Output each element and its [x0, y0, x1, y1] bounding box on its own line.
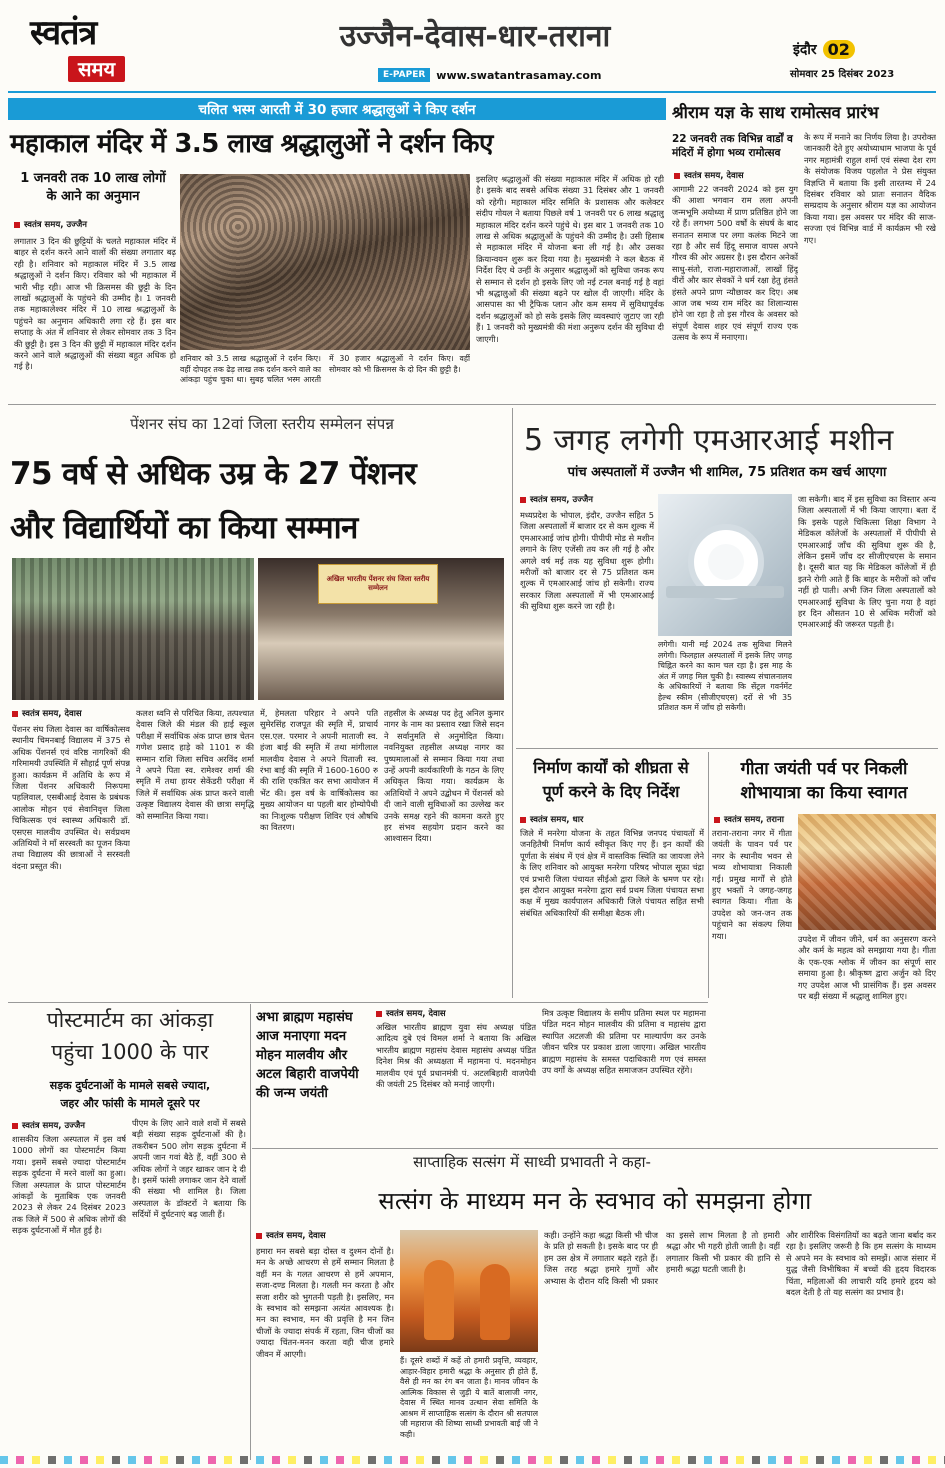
story-ramotsav-col2: के रूप में मनाने का निर्णय लिया है। उपरोक्त जानकारी देते हुए अयोध्याधाम भाजपा के पूर्व नगर महामंत्री राहुल शर्मा एवं संस्था देश राग के संयोजक विजय पहलोत ने प्रेस संयुक्त विज्ञप्ति में बताया कि इसी तारतम्य में 24 दिसंबर रविवार को प्रातः सनातन वैदिक सम्प्रदाय के अनुसार श्रीराम यज्ञ का आयोजन किया गया। इस अवसर पर मंदिर की साज-सज्जा एवं विभिन्न वार्ड में कार्यक्रम भी रखे गए।: [804, 132, 936, 245]
divider-nirman-gita: [708, 752, 709, 998]
logo-bottom-badge: [68, 56, 125, 82]
story-brahman-headline-1: अभा ब्राह्मण महासंघ: [256, 1010, 353, 1025]
story-nirman-headline-1: निर्माण कार्यों को शीघ्रता से: [533, 758, 689, 777]
story-postmortem-col2: पीएम के लिए आने वाले शवों में सबसे बड़ी संख्या सड़क दुर्घटनाओं की है। तकरीबन 500 लोग सड़क दुर्घटना में अपनी जान गवां बैठे हैं, वहीं 300 से अधिक लोगों ने जहर खाकर जान दे दी है। इसमें फांसी लगाकर जान देने वालों की संख्या भी शामिल है। जिला अस्पताल के डॉक्टरों ने बताया कि सर्दियों में दुर्घटनाएं बढ़ जाती हैं।: [132, 1118, 246, 1220]
story-pensioner-col1: पेंशनर संघ जिला देवास का वार्षिकोत्सव स्थानीय चिमनबाई विद्यालय में 375 से अधिक पेंशनर्स एवं वरिष्ठ नागरिकों की गरिमामयी उपस्थिति में सौहार्द्र पूर्ण संपन्न हुआ। कार्यक्रम में अतिथि के रूप में जिला पेंशनर अधिकारी निरूपमा पहलिवाल, एसबीआई देवास के प्रबंधक आलोक मोहन एवं सेवानिवृत्त जिला चिकित्सक एवं स्वास्थ्य अधिकारी डॉ. एसएस मालवीय उपस्थित थे। सर्वप्रथम अतिथियों ने माँ सरस्वती का पूजन किया तथा विद्यालय की छात्राओं ने सरस्वती वंदना प्रस्तुत की।: [12, 724, 130, 871]
story-gita-byline: स्वतंत्र समय, तराना: [714, 814, 824, 825]
issue-date: सोमवार 25 दिसंबर 2023: [790, 69, 895, 80]
story-mri: [516, 406, 938, 746]
story-brahman-headline-5: की जन्म जयंती: [256, 1086, 328, 1101]
story-ramotsav-byline: स्वतंत्र समय, देवास: [674, 170, 798, 181]
story-satsang-col3: कही। उन्होंने कहा श्रद्धा किसी भी चीज के प्रति हो सकती है। इसके बाद पर ही हम उस क्षेत्र में लगातार बढ़ते रहते हैं। जिस तरह श्रद्धा हमारे गुणों और अभ्यास के दौरान यदि किसी भी प्रकार का इससे लाभ मिलता है तो हमारी श्रद्धा और भी गहरी होती जाती है। वहीं लगातार किसी भी प्रकार की हानि से हमारी श्रद्धा घटती जाती है।: [544, 1230, 780, 1286]
story-mri-byline: स्वतंत्र समय, उज्जैन: [520, 494, 680, 505]
city-badge: [793, 38, 883, 60]
story-mahakal-col1: लगातार 3 दिन की छुट्टियों के चलते महाकाल मंदिर में बाहर से दर्शन करने आने वालों की संख्या लगातार बढ़ रही है। शनिवार को महाकाल मंदिर में 3.5 लाख श्रद्धालुओं ने दर्शन किए। रविवार को भी महाकाल में भारी भीड़ रही। आज भी क्रिसमस की छुट्टी के दिन लाखों श्रद्धालुओं के पहुंचने की उम्मीद है। 1 जनवरी तक महाकालेश्वर मंदिर में 10 लाख श्रद्धालुओं के पहुंचने का अनुमान अधिकारी लगा रहे हैं। इस बार सप्ताह के अंत में शनिवार से लेकर सोमवार तक 3 दिन की छुट्टी है। इस 3 दिन की छुट्टी में महाकाल मंदिर दर्शन करने आने वाले श्रद्धालुओं की संख्या बहुत अधिक हो गई है।: [14, 236, 176, 372]
story-pensioner-col2: कलश ध्वनि से परिचित किया, तत्पश्चात देवास जिले की मंडल की हाई स्कूल परीक्षा में सर्वाधिक अंक प्राप्त छात्र चेतन गणेश प्रसाद हाड़े को 1101 रु की सम्मान राशि जिला सचिव अरविंद शर्मा ने अपने पिता स्व. रामेश्वर शर्मा की स्मृति में तथा हायर सेकेंडरी परीक्षा में जिले में सर्वाधिक अंक प्राप्त करने वाली उत्कृष्ट विद्यालय देवास की छात्रा समृद्धि को सम्मानित किया गया।: [136, 708, 254, 821]
epaper-label: E-PAPER: [378, 68, 430, 82]
logo-bottom-text: समय: [78, 57, 116, 81]
story-pensioner: [8, 406, 508, 1001]
print-registration-marks: [0, 1456, 945, 1464]
story-mahakal: [8, 96, 666, 401]
story-mahakal-caption: शनिवार को 3.5 लाख श्रद्धालुओं ने दर्शन किए। वहीं दोपहर तक ढेड़ लाख तक दर्शन करने वाले का आंकड़ा पहुंच चुका था। सुबह चलित भस्म आरती में 30 हजार श्रद्धालुओं ने दर्शन किए। वहीं सोमवार को भी क्रिसमस के दो दिन की छुट्टी है।: [180, 354, 470, 384]
story-postmortem: [8, 1004, 248, 1462]
website-link[interactable]: www.swatantrasamay.com: [436, 68, 602, 82]
story-ramotsav-headline: श्रीराम यज्ञ के साथ रामोत्सव प्रारंभ: [672, 103, 879, 122]
story-mahakal-photo: [180, 174, 470, 350]
crowd-image: [180, 174, 470, 350]
story-postmortem-col1: शासकीय जिला अस्पताल में इस वर्ष 1000 लोगों का पोस्टमार्टम किया गया। इसमें सबसे ज्यादा पोस्टमार्टम सड़क दुर्घटना में मरने वालों का हुआ। जिला अस्पताल के प्राप्त पोस्टमार्टम आंकड़ों के मुताबिक एक जनवरी 2023 से लेकर 24 दिसंबर 2023 तक जिले में 500 से अधिक लोगों की सड़क दुर्घटनाओं में मौत हुई है।: [12, 1134, 126, 1236]
story-postmortem-subhead-2: जहर और फांसी के मामले दूसरे पर: [60, 1097, 200, 1110]
story-pensioner-headline-2: और विद्यार्थियों का किया सम्मान: [10, 510, 358, 546]
story-ramotsav-col1: आगामी 22 जनवरी 2024 को इस युग की आशा भगवान राम लला अपनी जन्मभूमि अयोध्या में प्राण प्रतिष्ठित होने जा रहे हैं। लगभग 500 वर्षों के संघर्ष के बाद सनातन समाज पर लगा कलंक मिटने जा रहा है और सर्व हिंदू समाज वापस अपने गौरव की ओर अग्रसर है। इस दौरान अनेकों साधु-संतो, राजा-महाराजाओं, लाखों हिंदू वीरों और कार सेवकों ने धर्म रक्षा हेतु हंसते हंसते अपने प्राण न्यौछावर कर दिए। अब आज जब भव्य राम मंदिर का शिलान्यास होने जा रहा है तो इस गौरव के अवसर को संपूर्ण देवास शहर एवं संपूर्ण राज्य एक उत्सव के रूप में मनाएगा।: [672, 184, 798, 343]
story-pensioner-byline: स्वतंत्र समय, देवास: [12, 708, 172, 719]
masthead: [0, 0, 945, 95]
story-pensioner-headline-1: 75 वर्ष से अधिक उम्र के 27 पेंशनर: [10, 456, 417, 492]
story-mahakal-byline: स्वतंत्र समय, उज्जैन: [14, 219, 174, 230]
story-brahman-headline-3: मोहन मालवीय और: [256, 1048, 348, 1063]
story-nirman-body: जिले में मनरेगा योजना के तहत विभिन्न जनपद पंचायतों में जनहितैषी निर्माण कार्य स्वीकृत किए गए हैं। इन कार्यों की पूर्णता के संबंध में एवं क्षेत्र में वास्तविक स्थिति का जायजा लेने के लिए शनिवार को आयुक्त मनरेगा परिषद भोपाल सूफ़ा चंद्रा एवं प्रभारी जिला पंचायत सीईओ द्वारा जिले के भ्रमण पर रहे। इस दौरान आयुक्त मनरेगा द्वारा सर्व प्रथम जिला पंचायत सभा कक्ष में मुख्य कार्यपालन अधिकारी जिले पंचायत सहित सभी संबंधित अधिकारियों की समीक्षा बैठक ली।: [520, 828, 704, 918]
sadhvi-figure-1: [424, 1260, 454, 1340]
story-brahman-col1: अखिल भारतीय ब्राह्मण युवा संघ अध्यक्ष पंडित आदित्य दुबे एवं विमल शर्मा ने बताया कि अखिल भारतीय ब्राह्मण महासंघ देवास महासंघ अध्यक्ष पंडित दिनेश मिश्र की अध्यक्षता में महामना पं. मदनमोहन मालवीय एवं पूर्व प्रधानमंत्री पं. अटलबिहारी वाजपेयी की जयंती 25 दिसंबर को मनाई जाएगी।: [376, 1022, 536, 1090]
story-nirman-headline-2: पूर्ण करने के दिए निर्देश: [542, 782, 680, 801]
page-number: 02: [823, 40, 855, 59]
story-brahman-headline-4: अटल बिहारी वाजपेयी: [256, 1067, 359, 1082]
story-postmortem-headline-2: पहुंचा 1000 के पार: [51, 1040, 209, 1064]
story-gita-headline-1: गीता जयंती पर्व पर निकली: [740, 759, 908, 779]
story-postmortem-headline-1: पोस्टमार्टम का आंकड़ा: [46, 1008, 214, 1032]
story-gita-col2: उपदेश में जीवन जीने, धर्म का अनुसरण करने और कर्म के महत्व को समझाया गया है। गीता के एक-एक श्लोक में जीवन का संपूर्ण सार समाया हुआ है। श्रीकृष्ण द्वारा अर्जुन को दिए गए उपदेश आज भी प्रासंगिक हैं। इस अवसर पर बड़ी संख्या में श्रद्धालु शामिल हुए।: [798, 934, 936, 1002]
story-satsang: [252, 1150, 938, 1462]
story-brahman-byline: स्वतंत्र समय, देवास: [376, 1008, 536, 1019]
story-satsang-headline: सत्संग के माध्यम मन के स्वभाव को समझना होगा: [378, 1187, 812, 1215]
story-ramotsav-subhead: 22 जनवरी तक विभिन्न वार्डों व मंदिरों में होगा भव्य रामोत्सव: [672, 133, 793, 159]
logo: [30, 14, 180, 86]
story-brahman-headline-2: आज मनाएगा मदन: [256, 1029, 347, 1044]
story-nirman: [516, 750, 706, 1000]
story-gita: [710, 750, 938, 1170]
divider-row1: [8, 404, 936, 405]
stage-banner: [318, 564, 438, 604]
story-satsang-photo: [400, 1230, 538, 1352]
story-mahakal-headline: महाकाल मंदिर में 3.5 लाख श्रद्धालुओं ने दर्शन किए: [10, 129, 493, 159]
story-ramotsav: [670, 96, 938, 401]
divider-row2: [8, 1002, 708, 1003]
story-mri-col1: मध्यप्रदेश के भोपाल, इंदौर, उज्जैन सहित 5 जिला अस्पतालों में बाजार दर से कम शुल्क में एमआरआई जांच होगी। पीपीपी मोड से मशीन लगाने के लिए एजेंसी तय कर ली गई है और अगले वर्ष मई तक यह सुविधा शुरू होगी। मरीजों को बाजार दर से 75 प्रतिशत कम शुल्क में एमआरआई जांच हो सकेगी। राज्य सरकार जिला अस्पतालों में भी एमआरआई की सुविधा शुरू करने जा रही है।: [520, 510, 654, 612]
story-brahman-col2: मित्र उत्कृष्ट विद्यालय के समीप प्रतिमा स्थल पर महामना पंडित मदन मोहन मालवीय की प्रतिमा व महासंघ द्वारा स्थापित अटलजी की प्रतिमा पर माल्यार्पण कर उनके जीवन चरित्र पर प्रकाश डाला जाएगा। अखिल भारतीय ब्राह्मण महासंघ के समस्त पदाधिकारी गण एवं समस्त उप वर्गों के अध्यक्ष सहित समाजजन उपस्थित रहेंगे।: [542, 1008, 706, 1076]
stage-banner-text: अखिल भारतीय पेंशनर संघ जिला स्तरीय सम्मेलन: [326, 575, 430, 592]
story-brahman-headline: [256, 1008, 366, 1140]
story-satsang-kicker: साप्ताहिक सत्संग में साध्वी प्रभावती ने कहा-: [413, 1153, 651, 1171]
story-pensioner-photo-2: [258, 558, 504, 700]
story-mri-photo: [658, 494, 792, 636]
masthead-rule: [8, 91, 936, 93]
story-pensioner-kicker: पेंशनर संघ का 12वां जिला स्तरीय सम्मेलन संपन्न: [130, 415, 394, 433]
sadhvi-figure-2: [480, 1264, 510, 1340]
mri-bed-shape: [666, 586, 784, 598]
story-mri-col3: जा सकेगी। बाद में इस सुविधा का विस्तार अन्य जिला अस्पतालों में भी किया जाएगा। बता दें कि इसके पहले चिकित्सा शिक्षा विभाग ने मेडिकल कॉलेजों के अस्पतालों में पीपीपी से एमआरआई जाँच की सुविधा शुरू की है, लेकिन इसमें जाँच दर सीजीएचएस के समान है। दूसरी बात यह कि मेडिकल कॉलेजों में ही इतने रोगी आते हैं कि बाहर के मरीजों को जाँच नहीं हो पाती। अभी जिन जिला अस्पतालों को एमआरआई सुविधा के लिए चुना गया है वहां हर दिन औसतन 10 से अधिक मरीजों को एमआरआई की जरूरत पड़ती है।: [798, 494, 936, 630]
edition-title: उज्जैन-देवास-धार-तराना: [339, 19, 611, 54]
story-nirman-byline: स्वतंत्र समय, धार: [520, 814, 610, 825]
story-mahakal-col3: इसलिए श्रद्धालुओं की संख्या महाकाल मंदिर में अधिक हो रही है। इसके बाद सबसे अधिक संख्या 31 दिसंबर और 1 जनवरी को रहेगी। महाकाल मंदिर समिति के प्रशासक और कलेक्टर संदीप गोयल ने बताया पिछले वर्ष 1 जनवरी पर 6 लाख श्रद्धालु महाकाल मंदिर दर्शन करने पहुंचे थे। इस बार 1 जनवरी तक 10 लाख से अधिक श्रद्धालुओं के पहुंचने की उम्मीद है। उसी हिसाब से महाकाल मंदिर में योजना बना ली गई है। और उसका क्रियान्वयन शुरू कर दिया गया है। मुख्यमंत्री ने कल बैठक में निर्देश दिए थे उन्हीं के अनुसार श्रद्धालुओं को सुविधा जनक रूप से सम्मान से दर्शन हो इसके लिए जो नई टनल बनाई गई है वहां भी श्रद्धालुओं की संख्या बढ़ने पर खोल दी जाएगी। मंदिर के आसपास का भी ट्रैफिक प्लान और कम समय में सुविधापूर्वक दर्शन श्रद्धालुओं को हो सके इसके लिए व्यवस्थाएं जुटाए जा रही हैं। 1 जनवरी को मुख्यमंत्री की मंशा अनुरूप दर्शन की सुविधा दी जाएगी।: [476, 174, 664, 344]
story-brahman: [252, 1004, 708, 1146]
logo-top-text: स्वतंत्र: [30, 13, 97, 53]
story-mri-headline: 5 जगह लगेगी एमआरआई मशीन: [524, 423, 894, 458]
story-mahakal-kicker-bar: [8, 98, 666, 120]
procession-image: [798, 814, 936, 930]
divider-mri: [516, 748, 938, 749]
story-pensioner-photo-1: [12, 558, 254, 700]
story-gita-photo: [798, 814, 936, 930]
story-postmortem-subhead-1: सड़क दुर्घटनाओं के मामले सबसे ज्यादा,: [49, 1079, 211, 1092]
story-mahakal-kicker: चलित भस्म आरती में 30 हजार श्रद्धालुओं ने किए दर्शन: [198, 102, 476, 118]
divider-satsang: [252, 1148, 938, 1149]
story-mri-caption: लगेगी। यानी मई 2024 तक सुविधा मिलने लगेगी। फिलहाल अस्पतालों में इसके लिए जगह चिह्नित करने का काम चल रहा है। इस माह के अंत में जगह मिल चुकी है। स्वास्थ्य संचालनालय के अधिकारियों ने बताया कि सेंट्रल गवर्नमेंट हेल्थ स्कीम (सीजीएचएस) दरों से भी 35 प्रतिशत कम में जाँच हो सकेगी।: [658, 640, 792, 712]
story-postmortem-byline: स्वतंत्र समय, उज्जैन: [12, 1120, 128, 1131]
epaper-bar: [378, 66, 678, 84]
story-pensioner-col4: तहसील के अध्यक्ष पद हेतु अनिल कुमार नागर के नाम का प्रस्ताव रखा जिसे सदन ने सर्वानुमति से अनुमोदित किया। नवनियुक्त तहसील अध्यक्ष नागर का पुष्पमालाओं से सम्मान किया गया तथा उन्हें अपनी कार्यकारिणी के गठन के लिए अधिकृत किया गया। कार्यक्रम के अतिथियों ने अपने उद्बोधन में पेंशनर्स को दी जाने वाली सुविधाओं का उल्लेख कर उनके समक्ष रहने की कामना करते हुए हर संभव सहयोग प्रदान करने का आश्वासन दिया।: [384, 708, 504, 844]
story-satsang-byline: स्वतंत्र समय, देवास: [256, 1230, 396, 1241]
story-mri-subhead: पांच अस्पतालों में उज्जैन भी शामिल, 75 प्रतिशत कम खर्च आएगा: [567, 465, 887, 480]
story-mahakal-subhead: 1 जनवरी तक 10 लाख लोगों के आने का अनुमान: [20, 171, 166, 204]
city-name: इंदौर: [793, 41, 817, 58]
audience-image: [12, 558, 254, 700]
story-satsang-col1: हमारा मन सबसे बड़ा दोस्त व दुश्मन दोनों है। मन के अच्छे आचरण से हमें सम्मान मिलता है वहीं मन के गलत आचरण से हमें अपमान, सजा-दण्ड मिलता है। गलती मन करता है और सजा शरीर को भुगतनी पड़ती है। इसलिए, मन के स्वभाव को समझना अत्यंत आवश्यक है। मन का स्वभाव, मन की प्रवृत्ति है मन जिन चीजों के ज्यादा संपर्क में रहता, जिन चीजों का ज्यादा चिंतन-मनन करता वही चीज हमारे जीवन में आएगी।: [256, 1246, 394, 1359]
story-gita-col1: तराना-तराना नगर में गीता जयंती के पावन पर्व पर नगर के स्थानीय भवन से भव्य शोभायात्रा निकाली गई। प्रमुख मार्गों से होते हुए भक्तों ने जगह-जगह स्वागत किया। गीता के उपदेश को जन-जन तक पहुंचाने का संकल्प लिया गया।: [712, 828, 792, 941]
story-gita-headline-2: शोभायात्रा का किया स्वागत: [740, 783, 908, 803]
story-satsang-col4: और शारीरिक विसंगतियों का बढ़ते जाना बर्बाद कर रहा है। इसलिए जरूरी है कि हम सत्संग के माध्यम से अपने मन के स्वभाव को समझें। आज संसार में युद्ध जैसी विभीषिका में बच्चों की हृदय विदारक चिंता, महिलाओं की लाचारी यदि हमारे हृदय को बदल देती है तो यह सत्संग का प्रभाव है।: [786, 1230, 936, 1298]
divider-col-mid: [512, 408, 513, 998]
divider-postmortem: [250, 1004, 251, 1460]
story-pensioner-col3: में, हेमलता परिहार ने अपने पति सुमेरसिंह राजपूत की स्मृति में, प्राचार्य एस.एल. परमार ने अपनी माताजी स्व. हंजा बाई की स्मृति में तथा मांगीलाल मालवीय देवास ने अपने पिताजी स्व. रंभा बाई की स्मृति में 1600-1600 रु की राशि एकत्रित कर सभा आयोजन में भेंट की। इस वर्ष के वार्षिकोत्सव का मुख्य आयोजन था पहली बार होम्योपैथी का निःशुल्क परीक्षण शिविर एवं औषधि का वितरण।: [260, 708, 378, 833]
story-satsang-caption: हैं। दूसरे शब्दों में कहें तो हमारी प्रवृत्ति, व्यवहार, आहार-विहार हमारी श्रद्धा के अनुसार ही होते हैं, वैसे ही मन का रंग बन जाता है। मानव जीवन के आत्मिक विकास से जुड़ी ये बातें बालाजी नगर, देवास में स्थित मानव उत्थान सेवा समिति के आश्रम में साप्ताहिक सत्संग के दौरान श्री सतपाल जी महाराज की शिष्या साध्वी प्रभावती बाई जी ने कही।: [400, 1356, 538, 1439]
